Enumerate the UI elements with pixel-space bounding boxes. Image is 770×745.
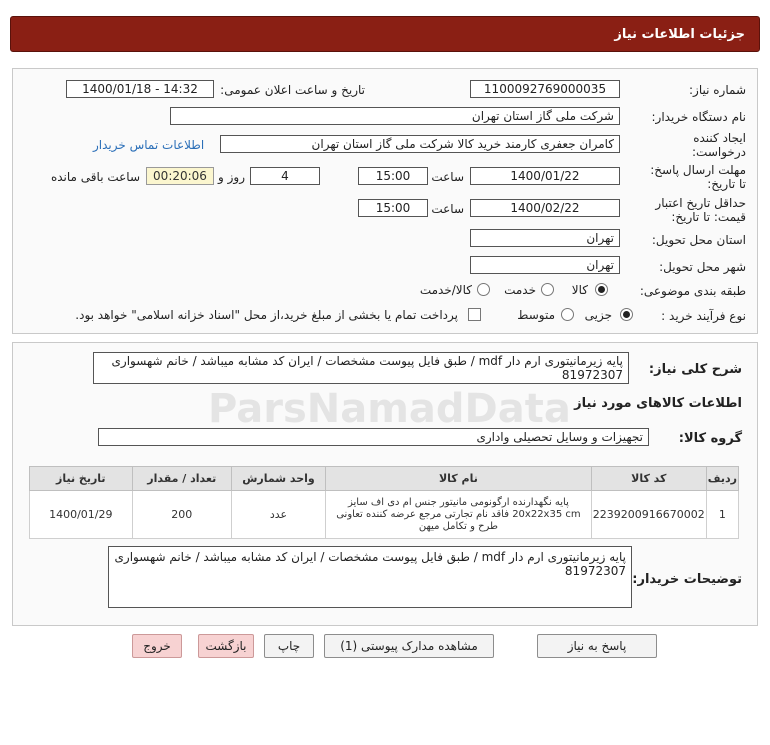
goods-table-header (30, 467, 739, 491)
need-number-label: شماره نیاز: (689, 83, 746, 97)
validity-date-field: 1400/02/22 (470, 199, 620, 217)
deadline-label-1: مهلت ارسال پاسخ: (650, 163, 746, 177)
exit-button[interactable]: خروج (132, 634, 182, 658)
cell-name-line-2: 20x22x35 cm فاقد نام تجارتی مرجع عرضه کننده تعاونی (336, 508, 581, 520)
buyer-org-field: شرکت ملی گاز استان تهران (170, 107, 620, 125)
category-option-goods: کالا (571, 283, 588, 297)
page-title: جزئیات اطلاعات نیاز (614, 27, 745, 42)
goods-group-field: تجهیزات و وسایل تحصیلی واداری (98, 428, 649, 446)
days-field: 4 (250, 167, 320, 185)
payment-note: پرداخت تمام یا بخشی از مبلغ خرید،از محل "اسناد خزانه اسلامی" خواهد بود. (75, 308, 458, 322)
deadline-time-field: 15:00 (358, 167, 428, 185)
validity-time-field: 15:00 (358, 199, 428, 217)
category-option-goods-service: کالا/خدمت (419, 283, 472, 297)
cell-row: 1 (706, 491, 738, 539)
buyer-notes-line-2: 81972307 (564, 564, 626, 578)
process-option-medium: متوسط (517, 308, 555, 322)
summary-label: شرح کلی نیاز: (648, 362, 742, 377)
col-name: نام کالا (326, 467, 592, 491)
announce-field: 1400/01/18 - 14:32 (66, 80, 214, 98)
process-radio-medium[interactable] (561, 308, 574, 321)
buyer-notes-label: توضیحات خریدار: (632, 572, 742, 587)
city-label: شهر محل تحویل: (659, 260, 746, 274)
validity-label-1: حداقل تاریخ اعتبار (655, 196, 746, 210)
process-radio-minor[interactable] (620, 308, 633, 321)
summary-line-2: 81972307 (561, 368, 623, 382)
col-date: تاریخ نیاز (30, 467, 133, 491)
col-code: کد کالا (591, 467, 706, 491)
creator-label-1: ایجاد کننده (693, 131, 746, 145)
back-button[interactable]: بازگشت (198, 634, 254, 658)
col-qty: تعداد / مقدار (132, 467, 231, 491)
category-option-service: خدمت (504, 283, 536, 297)
deadline-date-field: 1400/01/22 (470, 167, 620, 185)
need-number-field: 1100092769000035 (470, 80, 620, 98)
category-label: طبقه بندی موضوعی: (639, 284, 746, 298)
buyer-notes-field (108, 546, 632, 608)
category-radio-service[interactable] (541, 283, 554, 296)
deadline-label-2: تا تاریخ: (707, 177, 746, 191)
days-label: روز و (218, 170, 245, 184)
province-field: تهران (470, 229, 620, 247)
cell-unit: عدد (231, 491, 325, 539)
validity-label-2: قیمت: تا تاریخ: (671, 210, 746, 224)
creator-label-2: درخواست: (692, 145, 746, 159)
table-row[interactable] (30, 491, 739, 539)
col-unit: واحد شمارش (231, 467, 325, 491)
remaining-time-field: 00:20:06 (146, 167, 214, 185)
col-row: ردیف (706, 467, 738, 491)
category-radio-goods[interactable] (595, 283, 608, 296)
creator-field: کامران جعفری کارمند خرید کالا شرکت ملی گاز استان تهران (220, 135, 620, 153)
cell-name (326, 491, 592, 539)
cell-qty: 200 (132, 491, 231, 539)
process-option-minor: جزیی (584, 308, 612, 322)
summary-field (93, 352, 629, 384)
remaining-label: ساعت باقی مانده (50, 170, 140, 184)
print-button[interactable]: چاپ (264, 634, 314, 658)
reply-button[interactable]: پاسخ به نیاز (537, 634, 657, 658)
view-attachments-button[interactable]: مشاهده مدارک پیوستی (1) (324, 634, 494, 658)
treasury-checkbox[interactable] (468, 308, 481, 321)
city-field: تهران (470, 256, 620, 274)
province-label: استان محل تحویل: (651, 233, 746, 247)
cell-date: 1400/01/29 (30, 491, 133, 539)
announce-label: تاریخ و ساعت اعلان عمومی: (220, 83, 365, 97)
process-label: نوع فرآیند خرید : (661, 309, 746, 323)
page-header (10, 16, 760, 52)
cell-code: 2239200916670002 (591, 491, 706, 539)
goods-section-title: اطلاعات کالاهای مورد نیاز (574, 396, 742, 411)
buyer-org-label: نام دستگاه خریدار: (651, 110, 746, 124)
contact-buyer-link[interactable]: اطلاعات تماس خریدار (93, 138, 205, 152)
deadline-time-label: ساعت (431, 170, 464, 184)
goods-table (29, 466, 739, 539)
validity-time-label: ساعت (431, 202, 464, 216)
category-radio-goods-service[interactable] (477, 283, 490, 296)
summary-line-1: پایه زیرمانیتوری ارم دار mdf / طبق فایل پیوست مشخصات / ایران کد مشابه میباشد / خانم شهسواری (111, 354, 623, 368)
cell-name-line-1: پایه نگهدارنده ارگونومی مانیتور جنس ام دی اف سایز (347, 496, 569, 508)
buyer-notes-line-1: پایه زیرمانیتوری ارم دار mdf / طبق فایل پیوست مشخصات / ایران کد مشابه میباشد / خانم شهسواری (114, 550, 626, 564)
cell-name-line-3: طرح و تکامل میهن (418, 520, 499, 532)
goods-group-label: گروه کالا: (678, 431, 742, 446)
